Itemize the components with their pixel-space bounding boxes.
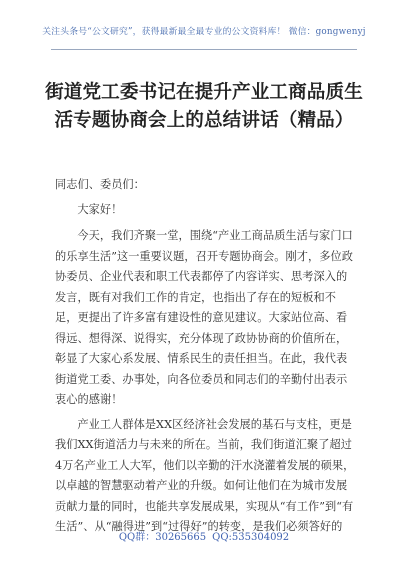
- paragraph-3: 产业工人群体是XX区经济社会发展的基石与支柱，更是我们XX街道活力与未来的所在。当前，我们街道汇聚了超过4万名产业工人大军，他们以辛勤的汗水浇灌着发展的硕果，以卓越的智慧驱动着产业的升级。如何让他们在为城市发展贡献力量的同时，也能共享发展成果，实现从“有工作”到“有生活”、从“融得进”到“过得好”的转变，是我们必须答好的: [55, 417, 355, 533]
- footer-contact: [0, 528, 408, 543]
- header-divider: [51, 49, 357, 50]
- qq-group-number: QQ群：30265665: [118, 532, 207, 543]
- paragraph-2: 今天，我们齐聚一堂，围绕“产业工商品质生活与家门口的乐享生活”这一重要议题，召开专题协商会。刚才，多位政协委员、企业代表和职工代表都停了内容详实、思考深入的发言，既有对我们工作的肯定，也指出了存在的短板和不足，更提出了许多富有建设性的意见建议。大家站位高、看得远、想得深、说得实，充分体现了政协协商的价值所在，彰显了大家心系发展、情系民生的责任担当。在此，我代表街道党工委、办事处，向各位委员和同志们的辛勤付出表示衷心的感谢！: [55, 229, 353, 406]
- qq-contact-number: QQ:535304092: [212, 532, 290, 543]
- document-body: [55, 175, 355, 538]
- paragraph-1: 大家好！: [77, 202, 123, 216]
- document-title: 街道党工委书记在提升产业工商品质生活专题协商会上的总结讲话（精品）: [45, 82, 363, 131]
- header-notice: 关注头条号“公文研究”，获得最新最全最专业的公文资料库！ 微信：gongwenyj: [42, 27, 366, 37]
- greeting-line: 同志们、委员们：: [55, 178, 145, 191]
